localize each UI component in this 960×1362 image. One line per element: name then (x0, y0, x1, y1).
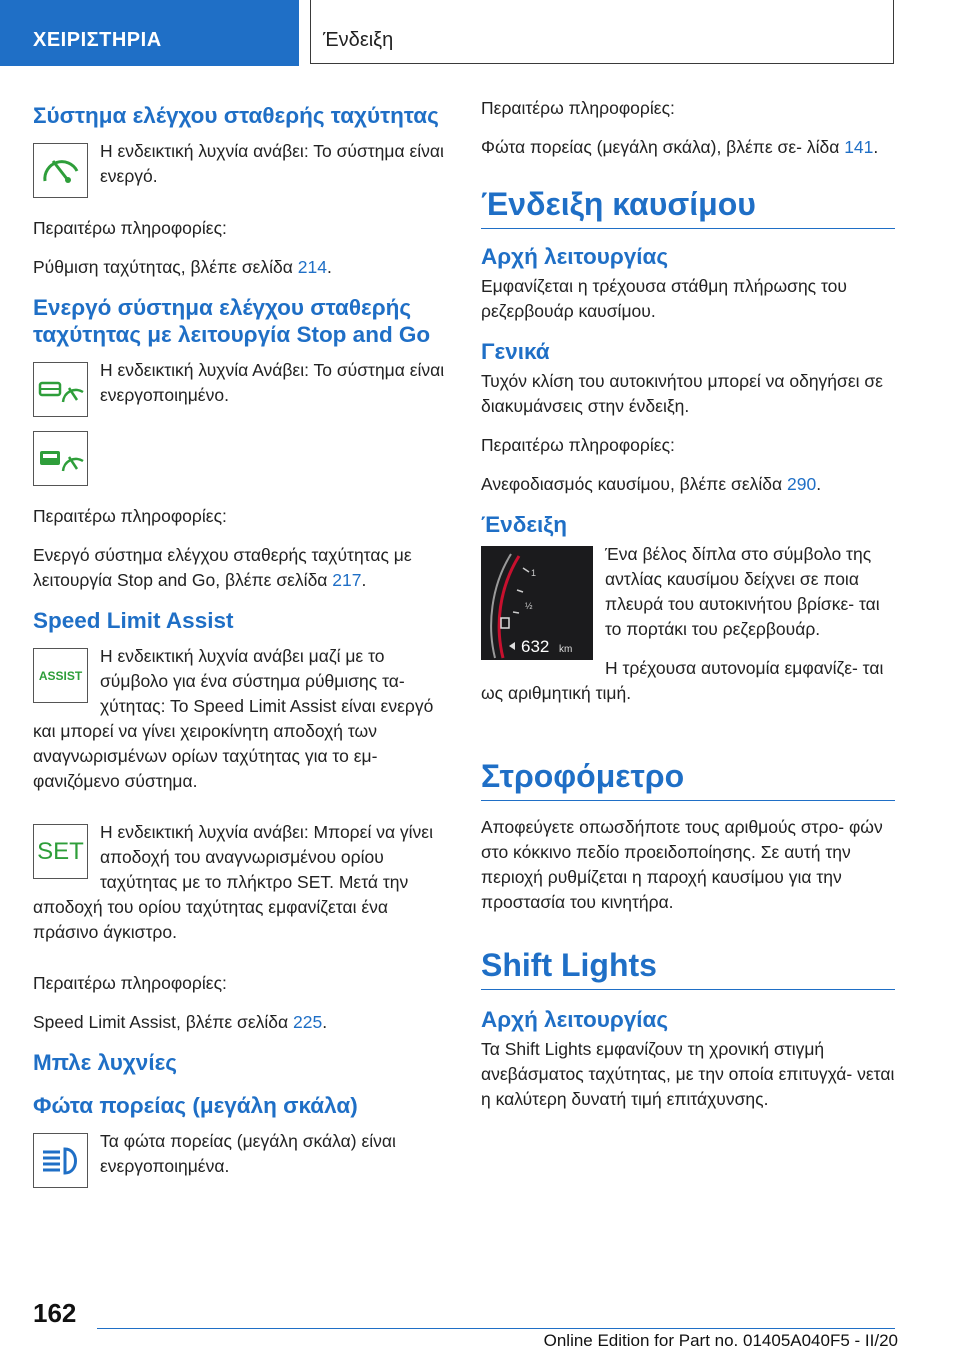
set-icon (33, 824, 88, 879)
cruise-ref-end: . (327, 257, 332, 277)
fuel-principle-heading: Αρχή λειτουργίας (481, 244, 669, 269)
fuel-more-info: Περαιτέρω πληροφορίες: (481, 435, 675, 455)
section-header-box (310, 0, 894, 64)
right-column (481, 96, 895, 1126)
fuel-general-heading: Γενικά (481, 339, 550, 364)
sla-reference (33, 1010, 448, 1035)
stopgo-more-info: Περαιτέρω πληροφορίες: (33, 506, 227, 526)
highbeam-reference (481, 135, 895, 160)
cruise-control-heading: Σύστημα ελέγχου σταθερής ταχύτητας (33, 103, 439, 128)
high-beam-icon (33, 1133, 88, 1188)
assist-icon-label: ASSIST (38, 668, 83, 683)
sla-heading: Speed Limit Assist (33, 608, 234, 633)
fuel-display-text-2: Η τρέχουσα αυτονομία εμφανίζε- ται ως αριθμητική τιμή. (481, 658, 884, 703)
fuel-ref-end: . (816, 474, 822, 494)
page-number: 162 (33, 1298, 77, 1328)
high-beam-text: Τα φώτα πορείας (μεγάλη σκάλα) είναι ενεργοποιημένα. (100, 1131, 396, 1176)
stopgo-block (33, 358, 448, 423)
gauge-range-value: 632 (521, 637, 550, 656)
tachometer-text: Αποφεύγετε οπωσδήποτε τους αριθμούς στρο- φών στο κόκκινο πεδίο προειδοποίησης. Σε αυτή την περιοχή ρυθμίζεται η παροχή καυσίμου για την προστασία του κινητήρα. (481, 817, 883, 912)
fuel-display-block (481, 542, 895, 720)
stopgo-reference (33, 543, 448, 593)
sla-assist-text: Η ενδεικτική λυχνία ανάβει μαζί με το σύμβολο για ένα σύστημα ρύθμισης τα- χύτητας: Το Speed Limit Assist είναι ενεργό και μπορεί να γίνει χειροκίνητη αποδοχή των αναγνωρισμένων ορίων ταχύτητας για το εμ- φανιζόμενο σύστημα. (33, 646, 434, 791)
sla-more-info: Περαιτέρω πληροφορίες: (33, 973, 227, 993)
cruise-control-icon (33, 143, 88, 198)
sla-ref-end: . (322, 1012, 328, 1032)
shift-principle-heading: Αρχή λειτουργίας (481, 1007, 669, 1032)
fuel-gauge-image (481, 546, 593, 660)
cruise-control-block (33, 139, 448, 204)
stopgo-block-2 (33, 427, 448, 492)
chapter-tab (0, 0, 299, 66)
highbeam-ref-end: . (873, 137, 879, 157)
stopgo-ref-text: Ενεργό σύστημα ελέγχου σταθερής ταχύτητας με λειτουργία Stop and Go, βλέπε σελίδα (33, 545, 412, 590)
high-beam-heading: Φώτα πορείας (μεγάλη σκάλα) (33, 1093, 358, 1118)
shift-lights-heading: Shift Lights (481, 943, 895, 990)
stopgo-car-filled-icon (33, 431, 88, 486)
fuel-page-link[interactable]: 290 (787, 474, 817, 494)
stopgo-page-link[interactable]: 217 (332, 570, 362, 590)
left-column (33, 96, 448, 1206)
high-beam-block (33, 1129, 448, 1194)
cruise-ref-text: Ρύθμιση ταχύτητας, βλέπε σελίδα (33, 257, 298, 277)
sla-page-link[interactable]: 225 (293, 1012, 323, 1032)
set-icon-label: SET (37, 837, 84, 865)
fuel-display-heading: Ένδειξη (481, 512, 568, 537)
gauge-full-mark: 1 (531, 568, 537, 578)
gauge-half-mark: ½ (525, 601, 533, 611)
fuel-ref-text: Ανεφοδιασμός καυσίμου, βλέπε σελίδα (481, 474, 787, 494)
fuel-principle-text: Εμφανίζεται η τρέχουσα στάθμη πλήρωσης του ρεζερβουάρ καυσίμου. (481, 276, 847, 321)
sla-assist-block (33, 644, 448, 808)
cruise-reference (33, 255, 448, 280)
tachometer-heading: Στροφόμετρο (481, 754, 895, 801)
stopgo-text: Η ενδεικτική λυχνία Ανάβει: Το σύστημα είναι ενεργοποιημένο. (100, 360, 445, 405)
highbeam-ref-text: Φώτα πορείας (μεγάλη σκάλα), βλέπε σε- λίδα (481, 137, 845, 157)
footer-divider (97, 1328, 895, 1329)
stopgo-car-icon (33, 362, 88, 417)
sla-set-text: Η ενδεικτική λυχνία ανάβει: Μπορεί να γίνει αποδοχή του αναγνωρισμένου ορίου ταχύτητας με το πλήκτρο SET. Μετά την αποδοχή του ορίου ταχύτητας εμφανίζεται ένα πράσινο άγκιστρο. (33, 822, 433, 942)
cruise-control-text: Η ενδεικτική λυχνία ανάβει: Το σύστημα είναι ενεργό. (100, 141, 444, 186)
chapter-title: ΧΕΙΡΙΣΤΗΡΙΑ (33, 29, 162, 51)
sla-set-block (33, 820, 448, 959)
highbeam-more-info: Περαιτέρω πληροφορίες: (481, 98, 675, 118)
cruise-more-info: Περαιτέρω πληροφορίες: (33, 218, 227, 238)
highbeam-page-link[interactable]: 141 (844, 137, 874, 157)
stopgo-ref-end: . (361, 570, 367, 590)
section-title: Ένδειξη (323, 29, 394, 51)
blue-lights-heading: Μπλε λυχνίες (33, 1050, 177, 1075)
footer-edition: Online Edition for Part no. 01405A040F5 - II/20 (543, 1331, 898, 1350)
stopgo-heading: Ενεργό σύστημα ελέγχου σταθερής ταχύτητας με λειτουργία Stop and Go (33, 295, 431, 347)
fuel-display-text-1: Ένα βέλος δίπλα στο σύμβολο της αντλίας καυσίμου δείχνει σε ποια πλευρά του αυτοκινήτου βρίσκε- ται το πορτάκι του ρεζερβουάρ. (605, 544, 880, 639)
shift-lights-text: Τα Shift Lights εμφανίζουν τη χρονική στιγμή ανεβάσματος ταχύτητας, με την οποία επιτυγχά- νεται η καλύτερη δυνατή τιμή επιτάχυνσης. (481, 1039, 895, 1109)
cruise-page-link[interactable]: 214 (297, 257, 327, 277)
gauge-range-unit: km (559, 644, 573, 655)
fuel-general-text: Τυχόν κλίση του αυτοκινήτου μπορεί να οδηγήσει σε διακυμάνσεις στην ένδειξη. (481, 371, 883, 416)
assist-icon (33, 648, 88, 703)
sla-ref-text: Speed Limit Assist, βλέπε σελίδα (33, 1012, 294, 1032)
fuel-reference (481, 472, 895, 497)
fuel-gauge-heading: Ένδειξη καυσίμου (481, 182, 895, 229)
